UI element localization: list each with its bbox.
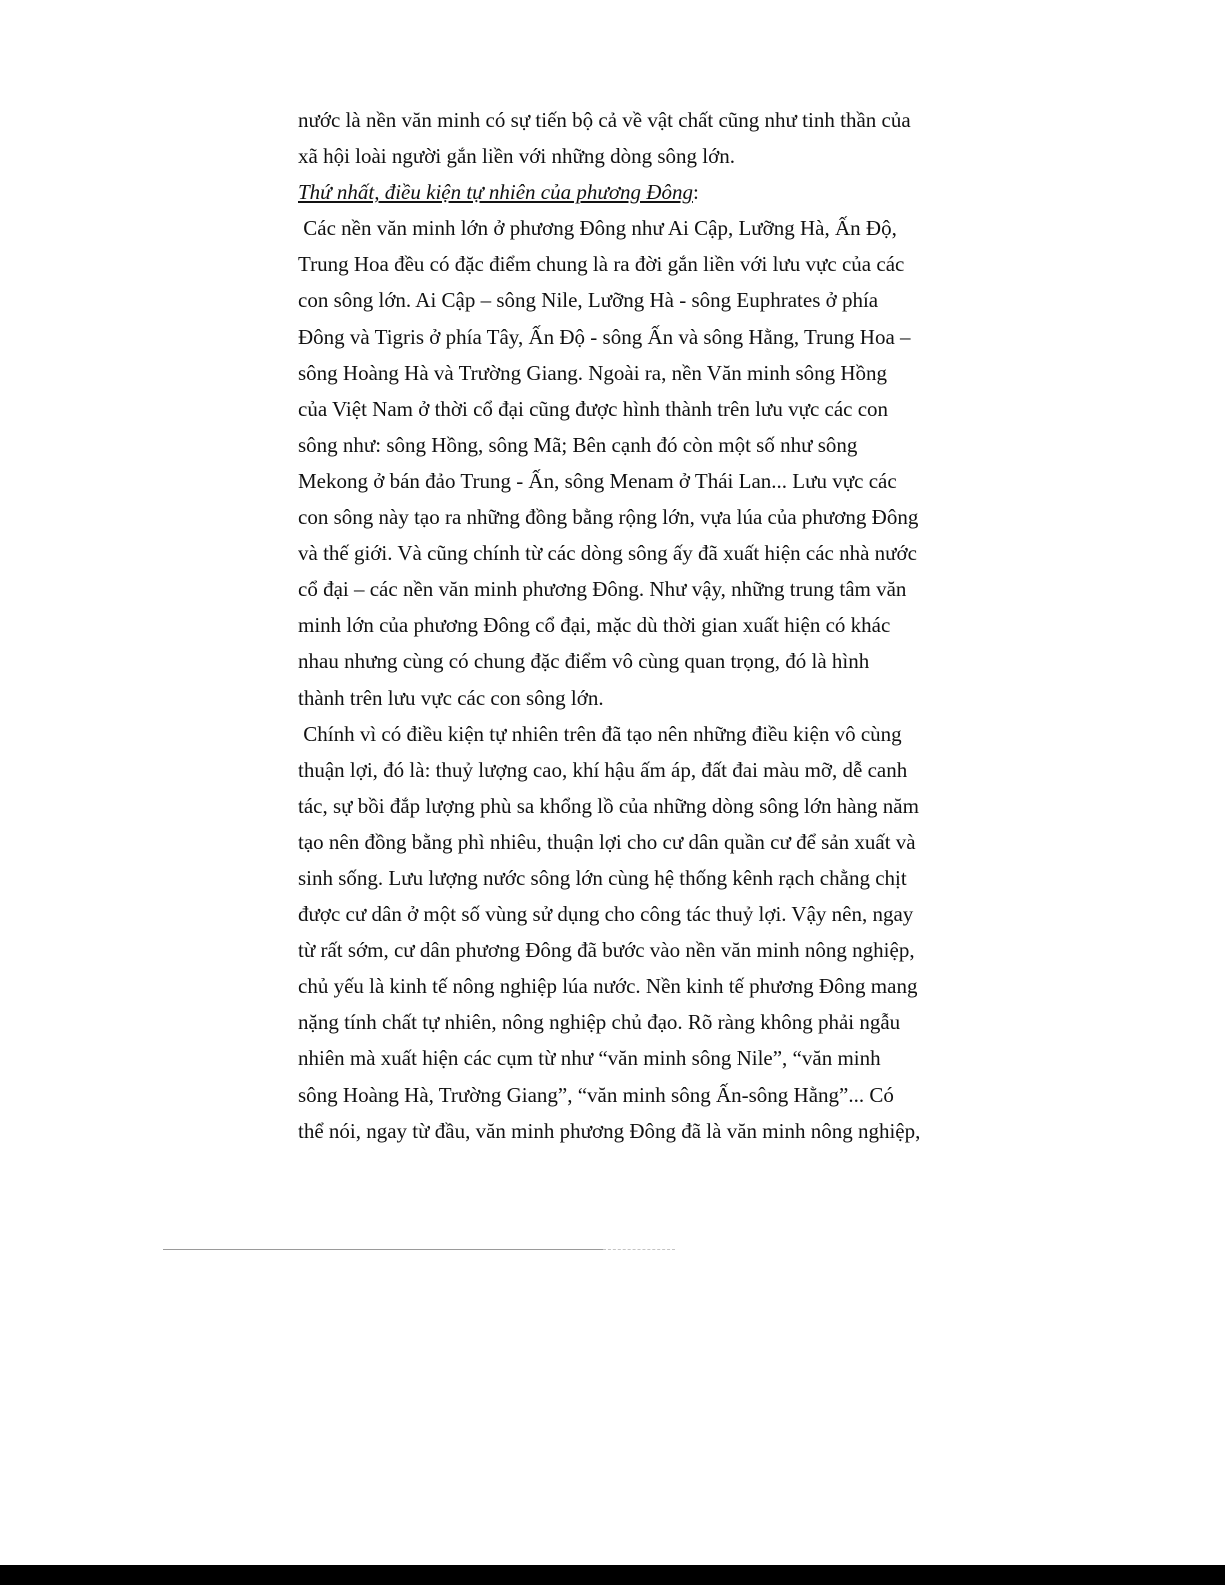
text-line: sông Hoàng Hà, Trường Giang”, “văn minh sông Ấn-sông Hằng”... Có (298, 1082, 894, 1107)
footnote-separator-tail (603, 1249, 675, 1250)
text-line: tạo nên đồng bằng phì nhiêu, thuận lợi cho cư dân quần cư để sản xuất và (298, 829, 916, 854)
text-line: nhiên mà xuất hiện các cụm từ như “văn minh sông Nile”, “văn minh (298, 1046, 881, 1071)
text-line: tác, sự bồi đắp lượng phù sa khổng lồ của những dòng sông lớn hàng năm (298, 793, 919, 818)
text-line: sông Hoàng Hà và Trường Giang. Ngoài ra, nền Văn minh sông Hồng (298, 360, 888, 385)
text-line: sông như: sông Hồng, sông Mã; Bên cạnh đó còn một số như sông (298, 432, 858, 457)
text-line: nhau nhưng cùng có chung đặc điểm vô cùng quan trọng, đó là hình (298, 649, 870, 674)
text-line: từ rất sớm, cư dân phương Đông đã bước vào nền văn minh nông nghiệp, (298, 938, 915, 963)
footnote-separator (163, 1249, 603, 1250)
text-line: của Việt Nam ở thời cổ đại cũng được hình thành trên lưu vực các con (298, 396, 889, 421)
text-line: xã hội loài người gắn liền với những dòng sông lớn. (298, 144, 735, 169)
document-body (298, 102, 938, 1149)
text-line: nước là nền văn minh có sự tiến bộ cả về vật chất cũng như tinh thần của (298, 108, 911, 132)
text-line: cổ đại – các nền văn minh phương Đông. Như vậy, những trung tâm văn (298, 577, 907, 602)
section-heading-colon: : (692, 180, 699, 205)
text-line: con sông lớn. Ai Cập – sông Nile, Lưỡng Hà - sông Euphrates ở phía (298, 288, 879, 313)
text-line: và thế giới. Và cũng chính từ các dòng sông ấy đã xuất hiện các nhà nước (298, 541, 917, 566)
text-line: minh lớn của phương Đông cổ đại, mặc dù thời gian xuất hiện có khác (298, 613, 891, 638)
text-line: sinh sống. Lưu lượng nước sông lớn cùng hệ thống kênh rạch chằng chịt (298, 865, 907, 890)
text-line: Mekong ở bán đảo Trung - Ấn, sông Menam ở Thái Lan... Lưu vực các (298, 468, 897, 493)
text-line: nặng tính chất tự nhiên, nông nghiệp chủ đạo. Rõ ràng không phải ngẫu (298, 1010, 901, 1035)
text-line: Trung Hoa đều có đặc điểm chung là ra đời gắn liền với lưu vực của các (298, 252, 905, 277)
text-line: chủ yếu là kinh tế nông nghiệp lúa nước. Nền kinh tế phương Đông mang (298, 974, 918, 999)
text-line: con sông này tạo ra những đồng bằng rộng lớn, vựa lúa của phương Đông (298, 505, 919, 530)
text-line: Các nền văn minh lớn ở phương Đông như Ai Cập, Lưỡng Hà, Ấn Độ, (298, 216, 897, 241)
section-heading-line (298, 174, 938, 210)
text-line: Đông và Tigris ở phía Tây, Ấn Độ - sông Ấn và sông Hằng, Trung Hoa – (298, 324, 911, 349)
section-heading: Thứ nhất, điều kiện tự nhiên của phương Đông (298, 180, 693, 205)
page-bottom-border (0, 1565, 1225, 1585)
text-line: thể nói, ngay từ đầu, văn minh phương Đông đã là văn minh nông nghiệp, (298, 1118, 921, 1143)
text-line: Chính vì có điều kiện tự nhiên trên đã tạo nên những điều kiện vô cùng (298, 721, 902, 746)
text-line: được cư dân ở một số vùng sử dụng cho công tác thuỷ lợi. Vậy nên, ngay (298, 902, 914, 927)
text-line: thuận lợi, đó là: thuỷ lượng cao, khí hậu ấm áp, đất đai màu mỡ, dễ canh (298, 757, 908, 782)
text-line: thành trên lưu vực các con sông lớn. (298, 685, 604, 710)
